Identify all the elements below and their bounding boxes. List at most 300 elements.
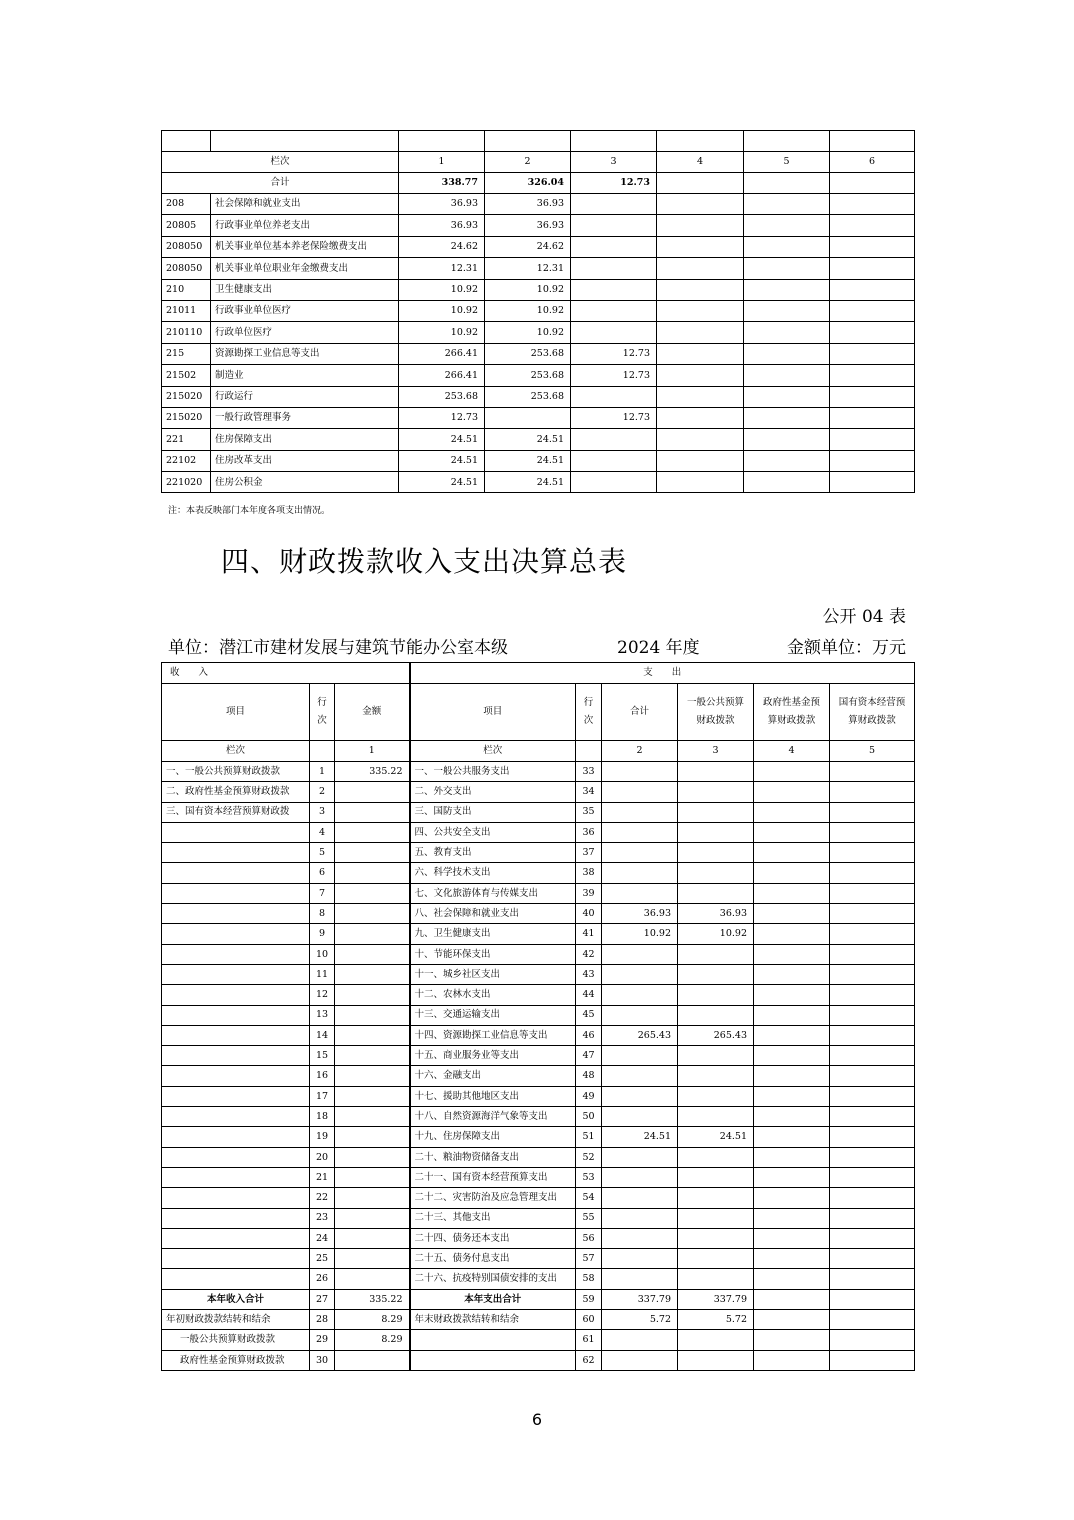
row-value: 12.31	[485, 258, 571, 279]
income-line: 22	[310, 1188, 335, 1208]
expense-item: 十八、自然资源海洋气象等支出	[410, 1107, 576, 1127]
column-header-row	[162, 684, 915, 741]
row-value: 10.92	[399, 279, 485, 300]
row-value	[657, 279, 744, 300]
expense-item: 本年支出合计	[410, 1289, 576, 1309]
row-code: 215020	[162, 386, 211, 407]
expense-item: 八、社会保障和就业支出	[410, 904, 576, 924]
table-row	[162, 1046, 915, 1066]
row-code: 21502	[162, 365, 211, 386]
expense-line: 33	[576, 762, 602, 782]
expense-general: 10.92	[678, 924, 754, 944]
expense-total	[602, 1228, 678, 1248]
expense-gov-fund	[754, 1249, 830, 1269]
row-value	[744, 365, 830, 386]
row-value	[571, 322, 657, 343]
appropriation-summary-table	[161, 662, 915, 1371]
row-value	[744, 194, 830, 215]
row-value	[657, 215, 744, 236]
row-value	[571, 300, 657, 321]
expense-line: 37	[576, 843, 602, 863]
expense-item: 十二、农林水支出	[410, 985, 576, 1005]
year-label: 2024 年度	[617, 638, 700, 658]
expense-gov-fund	[754, 1269, 830, 1289]
row-value: 253.68	[399, 386, 485, 407]
income-amount	[335, 883, 410, 903]
expense-state-capital	[830, 762, 915, 782]
income-item	[162, 1066, 310, 1086]
expense-line: 46	[576, 1025, 602, 1045]
row-value	[830, 386, 915, 407]
income-line: 11	[310, 964, 335, 984]
row-code: 22102	[162, 450, 211, 471]
income-header: 收 入	[162, 663, 410, 684]
expense-gov-fund	[754, 1208, 830, 1228]
expense-gov-fund	[754, 1025, 830, 1045]
income-amount	[335, 1249, 410, 1269]
row-value	[571, 236, 657, 257]
income-amount	[335, 1025, 410, 1045]
expense-item: 五、教育支出	[410, 843, 576, 863]
expense-total: 36.93	[602, 904, 678, 924]
income-amount	[335, 843, 410, 863]
row-value	[657, 429, 744, 450]
section-title: 四、财政拨款收入支出决算总表	[221, 545, 628, 578]
income-amount	[335, 1350, 410, 1370]
income-line: 19	[310, 1127, 335, 1147]
expense-state-capital	[830, 1228, 915, 1248]
expense-line: 41	[576, 924, 602, 944]
expense-item: 二十六、抗疫特别国债安排的支出	[410, 1269, 576, 1289]
expense-item: 二十五、债务付息支出	[410, 1249, 576, 1269]
col-num: 6	[830, 152, 915, 173]
row-code: 208	[162, 194, 211, 215]
row-value	[744, 258, 830, 279]
row-value	[830, 279, 915, 300]
expense-state-capital	[830, 1005, 915, 1025]
table-row	[162, 386, 915, 407]
expense-state-capital	[830, 904, 915, 924]
expense-state-capital	[830, 1330, 915, 1350]
col-header-general: 一般公共预算财政拨款	[678, 684, 754, 741]
row-value	[744, 279, 830, 300]
expense-item	[410, 1330, 576, 1350]
expense-line: 44	[576, 985, 602, 1005]
expense-general	[678, 1228, 754, 1248]
income-amount	[335, 1107, 410, 1127]
table-row	[162, 762, 915, 782]
expense-total	[602, 1086, 678, 1106]
row-code: 21011	[162, 300, 211, 321]
row-value: 24.51	[485, 450, 571, 471]
expense-general	[678, 1249, 754, 1269]
expense-total	[602, 1066, 678, 1086]
income-item	[162, 1086, 310, 1106]
row-value	[571, 279, 657, 300]
income-line: 17	[310, 1086, 335, 1106]
row-value: 24.51	[399, 450, 485, 471]
expense-gov-fund	[754, 762, 830, 782]
expense-line: 62	[576, 1350, 602, 1370]
col-header-exp-line: 行次	[576, 684, 602, 741]
row-name: 行政事业单位养老支出	[211, 215, 399, 236]
expense-gov-fund	[754, 843, 830, 863]
expense-total	[602, 822, 678, 842]
income-item: 年初财政拨款结转和结余	[162, 1310, 310, 1330]
expense-gov-fund	[754, 1289, 830, 1309]
expense-item: 十六、金融支出	[410, 1066, 576, 1086]
income-line: 4	[310, 822, 335, 842]
income-line: 25	[310, 1249, 335, 1269]
income-line: 27	[310, 1289, 335, 1309]
expense-state-capital	[830, 782, 915, 802]
expense-header: 支 出	[410, 663, 915, 684]
expense-total	[602, 863, 678, 883]
row-name: 制造业	[211, 365, 399, 386]
income-line: 10	[310, 944, 335, 964]
expense-state-capital	[830, 1310, 915, 1330]
expense-state-capital	[830, 1188, 915, 1208]
row-value	[744, 407, 830, 428]
income-item	[162, 944, 310, 964]
row-name: 机关事业单位基本养老保险缴费支出	[211, 236, 399, 257]
col-num: 2	[485, 152, 571, 173]
row-code: 221	[162, 429, 211, 450]
income-item	[162, 1147, 310, 1167]
total-value	[830, 173, 915, 194]
expense-general	[678, 1046, 754, 1066]
expense-gov-fund	[754, 802, 830, 822]
income-item	[162, 904, 310, 924]
table-row	[162, 1249, 915, 1269]
row-value: 24.51	[485, 429, 571, 450]
expense-state-capital	[830, 1147, 915, 1167]
income-amount	[335, 1086, 410, 1106]
expense-gov-fund	[754, 883, 830, 903]
expense-gov-fund	[754, 822, 830, 842]
row-value: 36.93	[399, 215, 485, 236]
total-value: 326.04	[485, 173, 571, 194]
expense-total: 10.92	[602, 924, 678, 944]
expense-total	[602, 802, 678, 822]
income-item	[162, 985, 310, 1005]
total-value	[744, 173, 830, 194]
col-num: 3	[678, 741, 754, 762]
amount-unit-label: 金额单位：万元	[787, 638, 906, 658]
row-value: 10.92	[485, 279, 571, 300]
row-value	[830, 365, 915, 386]
income-line: 20	[310, 1147, 335, 1167]
expense-total	[602, 1046, 678, 1066]
row-value: 12.73	[399, 407, 485, 428]
expense-gov-fund	[754, 944, 830, 964]
table-row	[162, 822, 915, 842]
col-header-amount: 金额	[335, 684, 410, 741]
income-item	[162, 843, 310, 863]
col-header-gov-fund: 政府性基金预算财政拨款	[754, 684, 830, 741]
income-line: 24	[310, 1228, 335, 1248]
expense-line: 53	[576, 1167, 602, 1187]
row-value	[571, 258, 657, 279]
income-line: 26	[310, 1269, 335, 1289]
expense-total	[602, 762, 678, 782]
expense-general: 5.72	[678, 1310, 754, 1330]
expense-gov-fund	[754, 1107, 830, 1127]
income-item: 二、政府性基金预算财政拨款	[162, 782, 310, 802]
expense-line: 34	[576, 782, 602, 802]
row-value	[830, 236, 915, 257]
income-amount	[335, 1208, 410, 1228]
income-amount	[335, 904, 410, 924]
expense-total	[602, 843, 678, 863]
expense-item: 十一、城乡社区支出	[410, 964, 576, 984]
expense-total: 337.79	[602, 1289, 678, 1309]
income-amount	[335, 1127, 410, 1147]
expense-item: 十七、援助其他地区支出	[410, 1086, 576, 1106]
table-row	[162, 1208, 915, 1228]
column-number-label: 栏次	[162, 152, 399, 173]
income-line: 21	[310, 1167, 335, 1187]
row-value: 266.41	[399, 343, 485, 364]
expense-state-capital	[830, 1167, 915, 1187]
row-name: 社会保障和就业支出	[211, 194, 399, 215]
expense-state-capital	[830, 964, 915, 984]
income-amount	[335, 1066, 410, 1086]
expense-gov-fund	[754, 985, 830, 1005]
expense-general	[678, 1269, 754, 1289]
income-line: 16	[310, 1066, 335, 1086]
row-value: 10.92	[485, 300, 571, 321]
table-header-blank-row	[162, 131, 915, 152]
expense-line: 60	[576, 1310, 602, 1330]
expense-gov-fund	[754, 904, 830, 924]
expense-state-capital	[830, 822, 915, 842]
income-line: 5	[310, 843, 335, 863]
expense-general	[678, 1086, 754, 1106]
table-row	[162, 300, 915, 321]
expense-line: 61	[576, 1330, 602, 1350]
row-name: 卫生健康支出	[211, 279, 399, 300]
expense-general	[678, 1350, 754, 1370]
column-number-label: 栏次	[410, 741, 576, 762]
table-row	[162, 1310, 915, 1330]
row-value: 36.93	[485, 215, 571, 236]
row-code: 208050	[162, 236, 211, 257]
expense-total	[602, 1107, 678, 1127]
expense-total	[602, 883, 678, 903]
table-row	[162, 1350, 915, 1370]
table-row	[162, 279, 915, 300]
expense-general: 265.43	[678, 1025, 754, 1045]
income-line: 14	[310, 1025, 335, 1045]
total-value	[657, 173, 744, 194]
table-row	[162, 985, 915, 1005]
row-value	[744, 429, 830, 450]
expense-general: 337.79	[678, 1289, 754, 1309]
expense-general	[678, 863, 754, 883]
table-row	[162, 365, 915, 386]
income-amount	[335, 1167, 410, 1187]
income-amount	[335, 822, 410, 842]
income-item	[162, 1107, 310, 1127]
expense-general	[678, 1005, 754, 1025]
row-value	[657, 472, 744, 493]
expense-total	[602, 1208, 678, 1228]
table-row	[162, 944, 915, 964]
expense-item: 二、外交支出	[410, 782, 576, 802]
income-line: 12	[310, 985, 335, 1005]
row-code: 210	[162, 279, 211, 300]
expense-general	[678, 1330, 754, 1350]
income-amount	[335, 944, 410, 964]
table-id: 公开 04 表	[822, 607, 906, 627]
income-amount: 8.29	[335, 1330, 410, 1350]
row-value	[830, 194, 915, 215]
row-value	[830, 429, 915, 450]
row-code: 215020	[162, 407, 211, 428]
expense-item: 六、科学技术支出	[410, 863, 576, 883]
expense-line: 47	[576, 1046, 602, 1066]
row-name: 住房改革支出	[211, 450, 399, 471]
row-value	[571, 194, 657, 215]
expense-state-capital	[830, 883, 915, 903]
total-row	[162, 173, 915, 194]
income-line: 13	[310, 1005, 335, 1025]
table-row	[162, 407, 915, 428]
row-value	[657, 300, 744, 321]
table-row	[162, 782, 915, 802]
income-amount	[335, 985, 410, 1005]
col-header-exp-item: 项目	[410, 684, 576, 741]
income-amount	[335, 782, 410, 802]
table-row	[162, 450, 915, 471]
expense-state-capital	[830, 1025, 915, 1045]
expenditure-table	[161, 130, 915, 493]
expense-general	[678, 883, 754, 903]
row-value	[571, 472, 657, 493]
expense-state-capital	[830, 1046, 915, 1066]
expense-gov-fund	[754, 1086, 830, 1106]
expense-line: 50	[576, 1107, 602, 1127]
col-num: 4	[657, 152, 744, 173]
row-value	[830, 407, 915, 428]
row-value: 24.51	[399, 472, 485, 493]
expense-total	[602, 1269, 678, 1289]
table-row	[162, 1066, 915, 1086]
expense-total: 265.43	[602, 1025, 678, 1045]
income-amount	[335, 924, 410, 944]
expense-item: 二十二、灾害防治及应急管理支出	[410, 1188, 576, 1208]
expense-gov-fund	[754, 1188, 830, 1208]
income-amount: 335.22	[335, 1289, 410, 1309]
expense-total	[602, 1330, 678, 1350]
income-line: 29	[310, 1330, 335, 1350]
col-num: 5	[830, 741, 915, 762]
income-amount	[335, 1046, 410, 1066]
expense-general	[678, 782, 754, 802]
table-row	[162, 1127, 915, 1147]
expense-line: 39	[576, 883, 602, 903]
row-value	[744, 343, 830, 364]
expense-state-capital	[830, 1107, 915, 1127]
row-value	[744, 215, 830, 236]
expense-general: 24.51	[678, 1127, 754, 1147]
expense-general	[678, 1188, 754, 1208]
row-value: 24.62	[399, 236, 485, 257]
table-row	[162, 322, 915, 343]
row-value: 10.92	[399, 322, 485, 343]
col-num: 5	[744, 152, 830, 173]
table-row	[162, 1086, 915, 1106]
income-amount	[335, 1188, 410, 1208]
expense-state-capital	[830, 1269, 915, 1289]
expense-total	[602, 985, 678, 1005]
row-value	[744, 322, 830, 343]
row-value	[571, 429, 657, 450]
income-item	[162, 924, 310, 944]
col-header-item: 项目	[162, 684, 310, 741]
expense-total	[602, 944, 678, 964]
expense-line: 55	[576, 1208, 602, 1228]
expense-gov-fund	[754, 1350, 830, 1370]
expense-gov-fund	[754, 782, 830, 802]
expense-general	[678, 802, 754, 822]
table-row	[162, 236, 915, 257]
expense-state-capital	[830, 843, 915, 863]
row-value: 36.93	[485, 194, 571, 215]
income-line: 1	[310, 762, 335, 782]
income-line: 15	[310, 1046, 335, 1066]
income-item	[162, 863, 310, 883]
expense-line: 43	[576, 964, 602, 984]
total-value: 338.77	[399, 173, 485, 194]
income-amount	[335, 1147, 410, 1167]
income-amount	[335, 1269, 410, 1289]
expense-item: 年末财政拨款结转和结余	[410, 1310, 576, 1330]
expense-gov-fund	[754, 1005, 830, 1025]
row-code: 221020	[162, 472, 211, 493]
row-value	[744, 236, 830, 257]
income-item: 一般公共预算财政拨款	[162, 1330, 310, 1350]
table-row	[162, 1167, 915, 1187]
row-value: 253.68	[485, 343, 571, 364]
row-value: 266.41	[399, 365, 485, 386]
table-row	[162, 1330, 915, 1350]
table-row	[162, 429, 915, 450]
expense-gov-fund	[754, 1147, 830, 1167]
table-row	[162, 258, 915, 279]
row-value: 24.51	[485, 472, 571, 493]
expense-item: 七、文化旅游体育与传媒支出	[410, 883, 576, 903]
expense-line: 58	[576, 1269, 602, 1289]
row-value: 24.51	[399, 429, 485, 450]
col-num: 4	[754, 741, 830, 762]
expense-item	[410, 1350, 576, 1370]
income-line: 18	[310, 1107, 335, 1127]
expense-line: 35	[576, 802, 602, 822]
expense-item: 十、节能环保支出	[410, 944, 576, 964]
table-row	[162, 802, 915, 822]
income-line: 2	[310, 782, 335, 802]
expense-total: 5.72	[602, 1310, 678, 1330]
total-label: 合计	[162, 173, 399, 194]
expense-line: 48	[576, 1066, 602, 1086]
table-row	[162, 843, 915, 863]
row-value	[657, 258, 744, 279]
row-value	[657, 236, 744, 257]
expense-item: 十三、交通运输支出	[410, 1005, 576, 1025]
row-value	[830, 215, 915, 236]
